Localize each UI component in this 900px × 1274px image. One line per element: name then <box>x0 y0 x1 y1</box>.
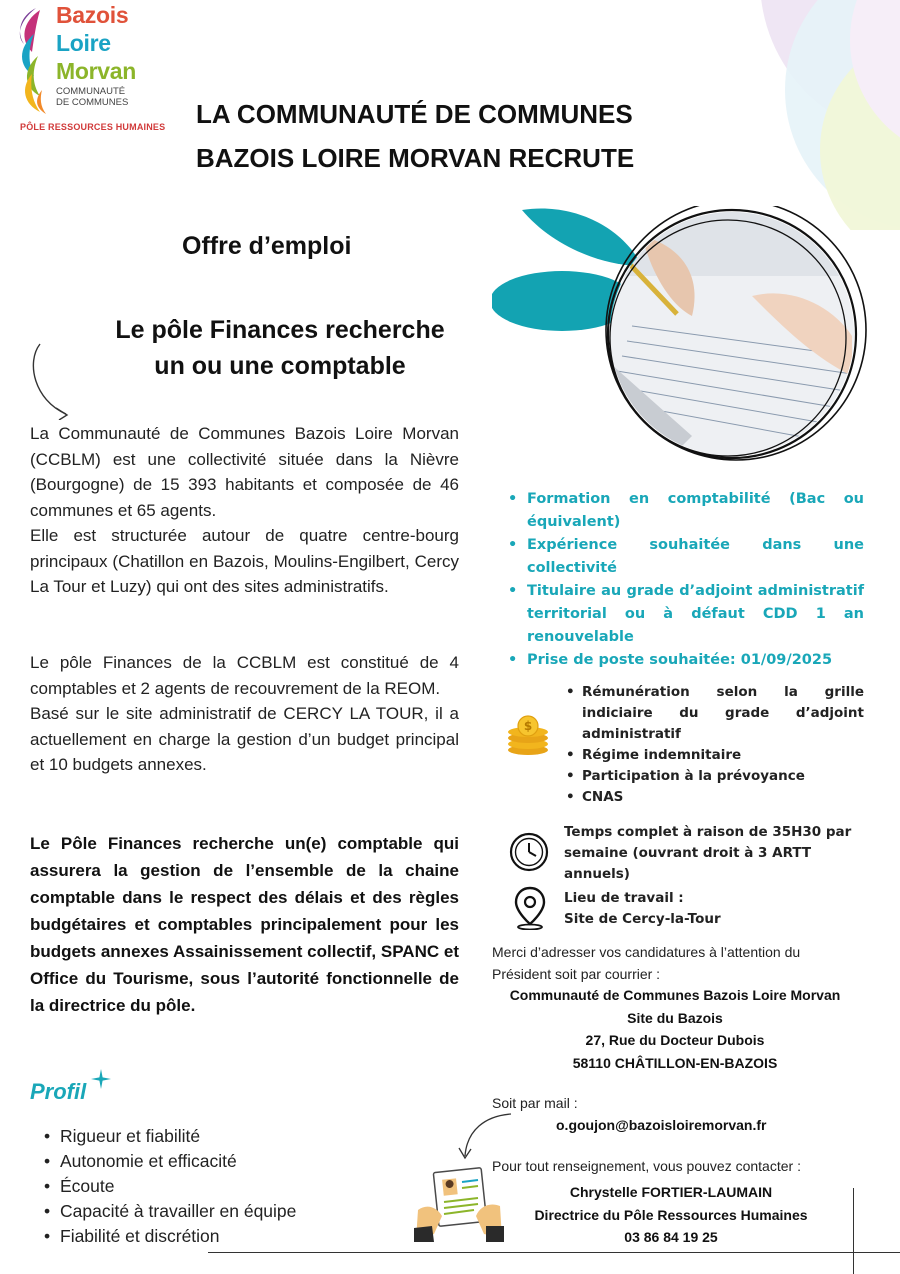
description-pole <box>30 650 459 778</box>
list-item: • Capacité à travailler en équipe <box>40 1199 296 1224</box>
list-item: • Écoute <box>40 1174 296 1199</box>
location-label: Lieu de travail : <box>564 890 684 906</box>
working-time-text: Temps complet à raison de 35H30 par semaine (ouvrant droit à 3 ARTT annuels) <box>564 824 852 882</box>
location-text <box>564 888 864 930</box>
resume-hands-icon <box>414 1150 504 1242</box>
address-line-1: Communauté de Communes Bazois Loire Morvan <box>509 987 841 1003</box>
list-item: • Participation à la prévoyance <box>566 766 864 787</box>
main-title <box>196 92 696 180</box>
contact-block <box>500 1181 842 1249</box>
position-title <box>60 312 500 384</box>
address-line-4: 58110 CHÂTILLON-EN-BAZOIS <box>572 1054 778 1071</box>
contact-role: Directrice du Pôle Ressources Humaines <box>534 1206 808 1223</box>
description-paragraph-5: Le Pôle Finances recherche un(e) comptable qui assurera la gestion de l’ensemble de la chaine comptable dans le respect des délais et des règles budgétaires et comptables principalement pour les budgets annexes Assainissement collectif, SPANC et Office du Tourisme, sous l’autorité fonctionnelle de la directrice du pôle. <box>30 834 459 1015</box>
position-title-line-2: un ou une comptable <box>154 352 406 380</box>
application-intro: Merci d’adresser vos candidatures à l’attention du Président soit par courrier : <box>492 944 801 982</box>
description-intro <box>30 421 459 600</box>
address-line-3: 27, Rue du Docteur Dubois <box>585 1032 765 1048</box>
main-title-line-1: LA COMMUNAUTÉ DE COMMUNES <box>196 99 633 129</box>
list-item: • Titulaire au grade d’adjoint administratif territorial ou à défaut CDD 1 an renouvelable <box>508 580 864 649</box>
list-item: • Formation en comptabilité (Bac ou équivalent) <box>508 488 864 534</box>
logo-subtitle-2: DE COMMUNES <box>56 97 129 108</box>
logo-word-bazois: Bazois <box>56 2 129 28</box>
list-item: • Rémunération selon la grille indiciaire du grade d’adjoint administratif <box>566 682 864 745</box>
logo-word-morvan: Morvan <box>56 58 136 84</box>
coins-icon <box>506 714 552 756</box>
description-paragraph-4: Basé sur le site administratif de CERCY LA TOUR, il a actuellement en charge la gestion d’un budget principal et 10 budgets annexes. <box>30 704 459 774</box>
info-intro: Pour tout renseignement, vous pouvez contacter : <box>492 1158 801 1174</box>
decorative-corner-shapes <box>670 0 900 230</box>
description-paragraph-1: La Communauté de Communes Bazois Loire Morvan (CCBLM) est une collectivité située dans la Nièvre (Bourgogne) de 15 393 habitants et composée de 46 communes et 65 agents. <box>30 424 459 520</box>
remuneration-list <box>566 682 864 808</box>
description-paragraph-2: Elle est structurée autour de quatre centre-bourg principaux (Chatillon en Bazois, Moulins-Engilbert, Cercy La Tour et Luzy) qui ont des sites administratifs. <box>30 526 459 596</box>
main-title-line-2: BAZOIS LOIRE MORVAN RECRUTE <box>196 143 635 173</box>
location-pin-icon <box>512 886 548 930</box>
logo-word-loire: Loire <box>56 30 111 56</box>
mail-label: Soit par mail : <box>492 1095 578 1111</box>
list-item: • Rigueur et fiabilité <box>40 1124 296 1149</box>
location-value: Site de Cercy-la-Tour <box>564 911 721 927</box>
list-item: • Autonomie et efficacité <box>40 1149 296 1174</box>
sparkle-icon <box>90 1068 112 1090</box>
accounting-photo <box>492 206 872 476</box>
bottom-divider <box>208 1252 900 1253</box>
curved-arrow-icon <box>26 340 86 420</box>
list-item: • Régime indemnitaire <box>566 745 864 766</box>
logo-swoosh-icon <box>14 4 54 116</box>
address-line-2: Site du Bazois <box>627 1009 723 1026</box>
list-item: • Fiabilité et discrétion <box>40 1224 296 1249</box>
svg-text:$: $ <box>523 719 533 733</box>
contact-name: Chrystelle FORTIER-LAUMAIN <box>569 1184 773 1200</box>
contact-phone: 03 86 84 19 25 <box>624 1229 718 1245</box>
postal-address <box>480 984 870 1074</box>
list-item: • CNAS <box>566 787 864 808</box>
list-item: • Prise de poste souhaitée: 01/09/2025 <box>508 649 864 672</box>
logo <box>14 2 184 134</box>
profil-list <box>40 1124 296 1249</box>
logo-pole-label: PÔLE RESSOURCES HUMAINES <box>20 122 166 132</box>
list-item: • Expérience souhaitée dans une collectivité <box>508 534 864 580</box>
position-title-line-1: Le pôle Finances recherche <box>115 316 445 344</box>
requirements-list <box>508 488 864 672</box>
logo-subtitle-1: COMMUNAUTÉ <box>56 86 126 97</box>
offer-label: Offre d’emploi <box>182 232 352 260</box>
email-link[interactable]: o.goujon@bazoisloiremorvan.fr <box>556 1117 767 1133</box>
profil-title: Profil <box>30 1079 87 1104</box>
description-mission <box>30 830 459 1019</box>
description-paragraph-3: Le pôle Finances de la CCBLM est constitué de 4 comptables et 2 agents de recouvrement de la REOM. <box>30 653 459 698</box>
side-divider <box>853 1188 854 1274</box>
clock-icon <box>509 832 549 872</box>
